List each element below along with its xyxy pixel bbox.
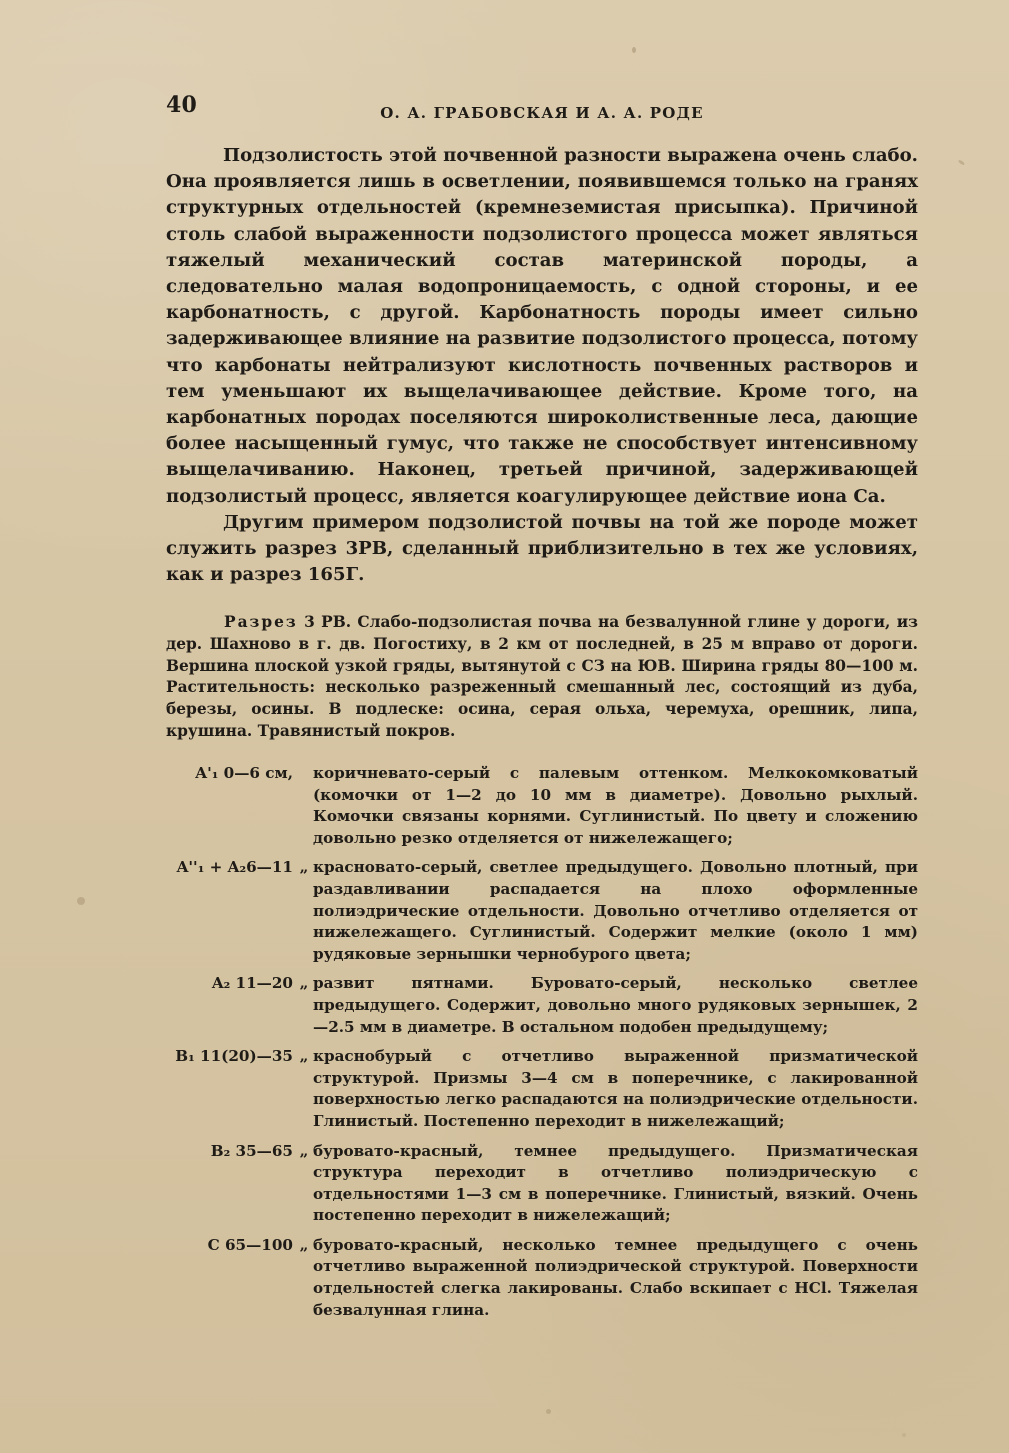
section-title-rest: 3 РВ. Слабо-подзолистая почва на безвалунной глине у дороги, из дер. Шахново в г. дв. Погостиху, в 2 км от последней, в 25 м вправо от дороги. Вершина плоской узкой гряды, вытянутой с СЗ на ЮВ. Ширина гряды 80—100 м. Растительность: несколько разреженный смешанный лес, состоящий из дуба, березы, осины. В подлеске: осина, серая ольха, черемуха, орешник, липа, крушина. Травянистый покров.: [166, 613, 918, 740]
paper-mark: [77, 897, 85, 905]
horizon-description: красновато-серый, светлее предыдущего. Довольно плотный, при раздавливании распадается на плохо оформленные полиэдрические отдельности. Довольно отчетливо отделяется от нижележащего. Суглинистый. Содержит мелкие (около 1 мм) рудяковые зернышки чернобурого цвета;: [313, 858, 918, 963]
horizon-entry: [166, 1141, 918, 1227]
ditto-mark: „: [299, 1047, 309, 1066]
horizon-entry: [166, 1046, 918, 1132]
horizon-label: C 65—100: [207, 1235, 293, 1254]
ditto-mark: „: [299, 1141, 309, 1160]
main-text: [166, 143, 918, 588]
horizon-label: B₁ 11(20)—35: [175, 1047, 293, 1066]
horizon-label: A₂ 11—20: [211, 974, 293, 993]
horizon-entry: [166, 973, 918, 1038]
horizon-entry: [166, 763, 918, 849]
horizon-label: B₂ 35—65: [210, 1141, 293, 1160]
horizon-label: A'₁ 0—6 см,: [195, 764, 293, 782]
horizon-entry: [166, 857, 918, 965]
paper-mark: [632, 47, 636, 53]
paragraph: Подзолистость этой почвенной разности выражена очень слабо. Она проявляется лишь в осветлении, появившемся только на гранях структурных отдельностей (кремнеземистая присыпка). Причиной столь слабой выраженности подзолистого процесса может являться тяжелый механический состав материнской породы, а следовательно малая водопроницаемость, с одной стороны, и ее карбонатность, с другой. Карбонатность породы имеет сильно задерживающее влияние на развитие подзолистого процесса, потому что карбонаты нейтрализуют кислотность почвенных растворов и тем уменьшают их выщелачивающее действие. Кроме того, на карбонатных породах поселяются широколиственные леса, дающие более насыщенный гумус, что также не способствует интенсивному выщелачиванию. Наконец, третьей причиной, задерживающей подзолистый процесс, является коагулирующее действие иона Са.: [166, 145, 918, 507]
ditto-mark: „: [299, 974, 309, 993]
paper-mark: [546, 1409, 551, 1414]
paper-mark: [902, 1433, 906, 1437]
horizon-description: коричневато-серый с палевым оттенком. Мелкокомковатый (комочки от 1—2 до 10 мм в диаметре). Довольно рыхлый. Комочки связаны корнями. Суглинистый. По цвету и сложению довольно резко отделяется от нижележащего;: [313, 764, 918, 847]
paragraph: Другим примером подзолистой почвы на той же породе может служить разрез 3РВ, сделанный приблизительно в тех же условиях, как и разрез 165Г.: [166, 511, 918, 586]
section-description: [166, 612, 918, 743]
horizon-description: краснобурый с отчетливо выраженной призматической структурой. Призмы 3—4 см в поперечнике, с лакированной поверхностью легко распадаются на полиэдрические отдельности. Глинистый. Постепенно переходит в нижележащий;: [313, 1047, 918, 1130]
section-title-word: Разрез: [224, 613, 298, 631]
ditto-mark: [295, 763, 313, 849]
ditto-mark: „: [299, 858, 309, 877]
horizon-description: буровато-красный, несколько темнее предыдущего с очень отчетливо выраженной полиэдрической структурой. Поверхности отдельностей слегка лакированы. Слабо вскипает с HCl. Тяжелая безвалунная глина.: [313, 1235, 918, 1319]
soil-horizons: [166, 763, 918, 1329]
horizon-description: развит пятнами. Буровато-серый, несколько светлее предыдущего. Содержит, довольно много рудяковых зернышек, 2—2.5 мм в диаметре. В остальном подобен предыдущему;: [313, 974, 918, 1036]
horizon-description: буровато-красный, темнее предыдущего. Призматическая структура переходит в отчетливо полиэдрическую с отдельностями 1—3 см в поперечнике. Глинистый, вязкий. Очень постепенно переходит в нижележащий;: [313, 1141, 918, 1225]
page-number: 40: [166, 92, 198, 118]
running-head: О. А. ГРАБОВСКАЯ И А. А. РОДЕ: [380, 104, 704, 122]
horizon-label: A''₁ + A₂6—11: [176, 858, 293, 877]
ditto-mark: „: [299, 1235, 309, 1254]
page-header: [166, 92, 918, 122]
paper-mark: [958, 159, 965, 165]
horizon-entry: [166, 1235, 918, 1321]
